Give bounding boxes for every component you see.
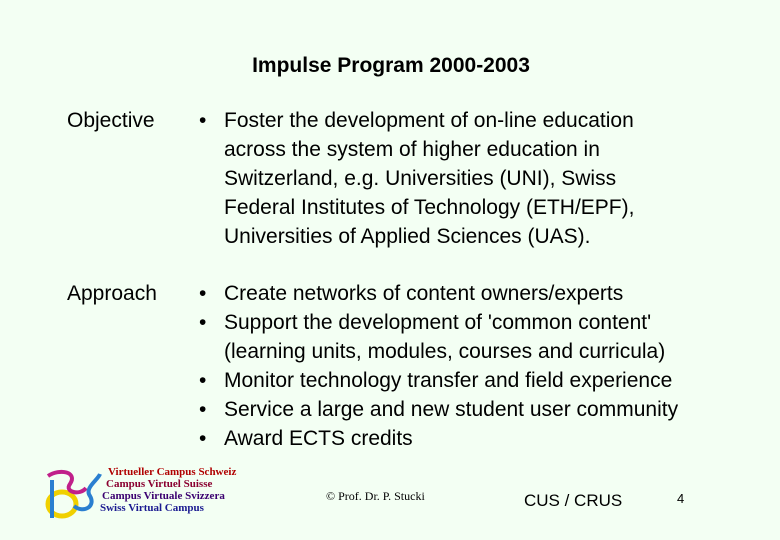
bullet-line: Monitor technology transfer and field experience xyxy=(224,369,673,392)
bullet-icon: • xyxy=(199,311,207,334)
objective-bullet-item xyxy=(199,106,634,251)
bullet-icon: • xyxy=(199,427,207,450)
bullet-line: Service a large and new student user community xyxy=(224,398,679,421)
bullet-icon: • xyxy=(199,398,207,421)
approach-bullet-item xyxy=(199,308,678,366)
swiss-virtual-campus-logo xyxy=(40,466,240,526)
section-label-approach: Approach xyxy=(67,282,157,305)
section-label-objective: Objective xyxy=(67,109,155,132)
bullet-line: Foster the development of on-line education xyxy=(224,109,634,132)
logo-line: Swiss Virtual Campus xyxy=(100,502,204,514)
bullet-line: across the system of higher education in xyxy=(224,138,600,161)
page-number: 4 xyxy=(677,491,685,506)
approach-bullet-item xyxy=(199,366,678,395)
objective-bullet-list xyxy=(199,106,634,251)
bullet-icon: • xyxy=(199,369,207,392)
bullet-line: Award ECTS credits xyxy=(224,427,413,450)
slide-title: Impulse Program 2000-2003 xyxy=(252,54,530,77)
bullet-line: Switzerland, e.g. Universities (UNI), Swiss xyxy=(224,167,617,190)
bullet-line: Federal Institutes of Technology (ETH/EPF), xyxy=(224,196,635,219)
approach-bullet-item xyxy=(199,395,678,424)
bullet-line: Support the development of 'common content' xyxy=(224,311,652,334)
copyright-text: © Prof. Dr. P. Stucki xyxy=(326,489,425,503)
organization-label: CUS / CRUS xyxy=(524,491,623,510)
logo-text-block xyxy=(102,466,236,514)
bullet-icon: • xyxy=(199,109,207,132)
svc-logo-icon xyxy=(40,466,104,524)
bullet-line: (learning units, modules, courses and curricula) xyxy=(224,340,666,363)
bullet-line: Universities of Applied Sciences (UAS). xyxy=(224,225,591,248)
bullet-line: Create networks of content owners/experts xyxy=(224,282,624,305)
logo-line: Campus Virtuale Svizzera xyxy=(102,490,225,502)
logo-line: Campus Virtuel Suisse xyxy=(106,478,213,490)
logo-line: Virtueller Campus Schweiz xyxy=(108,466,237,478)
approach-bullet-item xyxy=(199,424,678,453)
bullet-icon: • xyxy=(199,282,207,305)
approach-bullet-list xyxy=(199,279,678,453)
approach-bullet-item xyxy=(199,279,678,308)
